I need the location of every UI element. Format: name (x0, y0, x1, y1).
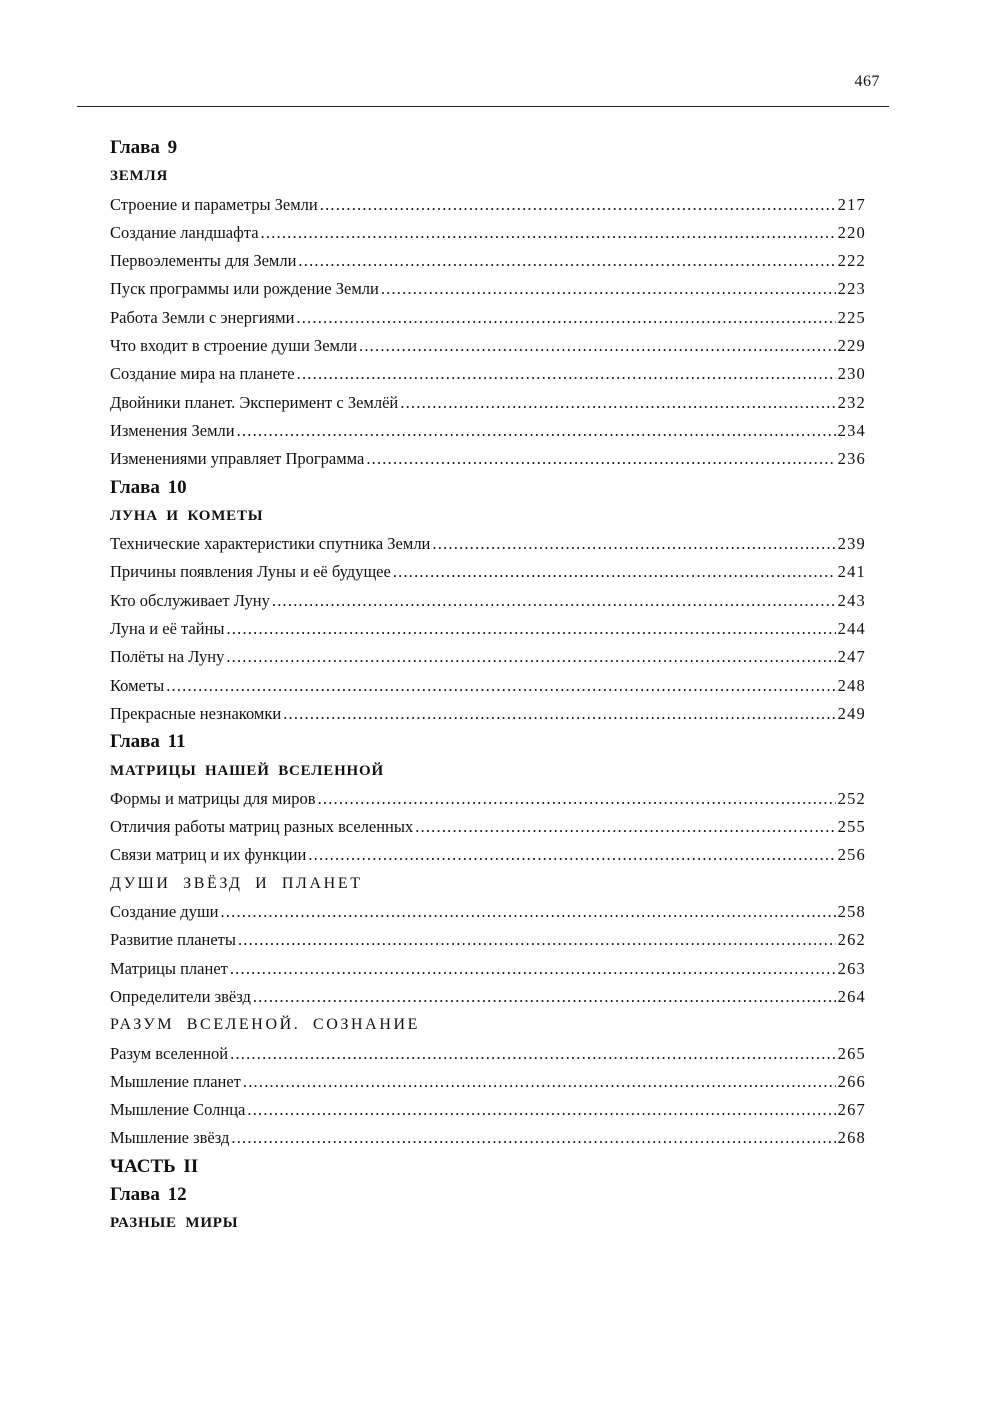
dot-leader (237, 417, 836, 445)
toc-entry-title: Формы и матрицы для миров (110, 788, 316, 808)
toc-entry-page: 243 (837, 590, 866, 610)
toc-entry-title: Создание души (110, 902, 219, 922)
toc-entry (110, 332, 866, 360)
dot-leader (227, 615, 836, 643)
toc-entry-page: 255 (837, 817, 866, 837)
toc-entry-title: Отличия работы матриц разных вселенных (110, 817, 414, 837)
chapter-heading: Глава 12 (110, 1183, 187, 1205)
toc-entry (110, 615, 866, 643)
toc-entry-page: 265 (837, 1043, 866, 1063)
toc-entry-title: Разум вселенной (110, 1043, 229, 1063)
toc-entry-page: 232 (837, 392, 866, 412)
toc-entry-title: Первоэлементы для Земли (110, 251, 297, 271)
toc-entry (110, 558, 866, 586)
toc-entry (110, 672, 866, 700)
toc-entry-title: Кто обслуживает Луну (110, 590, 270, 610)
toc-entry-page: 256 (837, 845, 866, 865)
dot-leader (238, 926, 836, 954)
toc-entry-page: 258 (837, 902, 866, 922)
toc-entry (110, 304, 866, 332)
toc-entry (110, 841, 866, 869)
dot-leader (261, 219, 836, 247)
toc-entry (110, 1040, 866, 1068)
section-heading: ЗЕМЛЯ (110, 168, 169, 185)
toc-entry-title: Создание ландшафта (110, 222, 259, 242)
toc-entry-page: 222 (837, 251, 866, 271)
toc-entry (110, 445, 866, 473)
toc-entry (110, 983, 866, 1011)
toc-entry-page: 247 (837, 647, 866, 667)
toc-entry (110, 360, 866, 388)
toc-entry (110, 247, 866, 275)
toc-entry-page: 248 (837, 675, 866, 695)
toc-entry-page: 268 (837, 1128, 866, 1148)
toc-entry-page: 262 (837, 930, 866, 950)
toc-entry (110, 955, 866, 983)
toc-entry-page: 252 (837, 788, 866, 808)
toc-entry-title: Определители звёзд (110, 986, 251, 1006)
dot-leader (308, 841, 835, 869)
dot-leader (297, 360, 836, 388)
toc-entry-title: Что входит в строение души Земли (110, 336, 358, 356)
dot-leader (296, 304, 835, 332)
toc-entry (110, 813, 866, 841)
toc-entry-page: 234 (837, 420, 866, 440)
dot-leader (226, 643, 835, 671)
toc-entry-title: Изменения Земли (110, 420, 235, 440)
toc-entry (110, 926, 866, 954)
toc-entry (110, 1124, 866, 1152)
toc-entry (110, 1096, 866, 1124)
toc-entry-page: 263 (837, 958, 866, 978)
dot-leader (320, 191, 836, 219)
toc-entry-title: Двойники планет. Эксперимент с Землёй (110, 392, 399, 412)
section-heading: МАТРИЦЫ НАШЕЙ ВСЕЛЕННОЙ (110, 762, 384, 779)
toc-entry (110, 587, 866, 615)
dot-leader (247, 1096, 835, 1124)
dot-leader (298, 247, 835, 275)
toc-entry-title: Технические характеристики спутника Земли (110, 534, 431, 554)
toc-entry-page: 264 (837, 986, 866, 1006)
dot-leader (272, 587, 836, 615)
dot-leader (253, 983, 836, 1011)
dot-leader (415, 813, 835, 841)
dot-leader (166, 672, 835, 700)
dot-leader (230, 955, 836, 983)
dot-leader (393, 558, 836, 586)
toc-entry-page: 230 (837, 364, 866, 384)
toc-entry-title: Изменениями управляет Программа (110, 449, 365, 469)
toc-entry-title: Луна и её тайны (110, 619, 225, 639)
dot-leader (359, 332, 836, 360)
section-heading: ЛУНА И КОМЕТЫ (110, 507, 264, 524)
toc-entry-title: Пуск программы или рождение Земли (110, 279, 379, 299)
dot-leader (230, 1040, 836, 1068)
toc-entry-title: Развитие планеты (110, 930, 236, 950)
toc-entry-page: 249 (837, 703, 866, 723)
dot-leader (231, 1124, 835, 1152)
toc-entry (110, 785, 866, 813)
page-number: 467 (854, 73, 880, 90)
section-heading: РАЗНЫЕ МИРЫ (110, 1215, 239, 1232)
toc-entry-page: 241 (837, 562, 866, 582)
toc-entry-title: Причины появления Луны и её будущее (110, 562, 391, 582)
toc-entry (110, 275, 866, 303)
toc-entry-title: Строение и параметры Земли (110, 194, 318, 214)
toc-entry (110, 417, 866, 445)
toc-entry (110, 700, 866, 728)
dot-leader (243, 1068, 836, 1096)
toc-entry-page: 266 (837, 1071, 866, 1091)
toc-entry-page: 223 (837, 279, 866, 299)
dot-leader (366, 445, 835, 473)
toc-entry (110, 898, 866, 926)
toc-entry-page: 225 (837, 307, 866, 327)
dot-leader (283, 700, 835, 728)
chapter-heading: Глава 9 (110, 137, 178, 158)
toc-entry-title: Мышление Солнца (110, 1100, 246, 1120)
toc-entry-title: Мышление звёзд (110, 1128, 230, 1148)
toc-entry-title: Работа Земли с энергиями (110, 307, 295, 327)
toc-entry-title: Мышление планет (110, 1071, 241, 1091)
toc-entry (110, 1068, 866, 1096)
toc-entry (110, 219, 866, 247)
chapter-heading: Глава 11 (110, 731, 186, 753)
dot-leader (381, 275, 836, 303)
toc-entry-title: Кометы (110, 675, 165, 695)
toc-entry-page: 239 (837, 534, 866, 554)
toc-entry-title: Связи матриц и их функции (110, 845, 307, 865)
header-rule (77, 106, 889, 107)
toc-entry-page: 236 (837, 449, 866, 469)
toc-entry-title: Создание мира на планете (110, 364, 295, 384)
section-heading: ДУШИ ЗВЁЗД И ПЛАНЕТ (110, 874, 363, 892)
toc-entry-title: Полёты на Луну (110, 647, 225, 667)
dot-leader (220, 898, 835, 926)
toc-entry (110, 530, 866, 558)
table-of-contents (110, 134, 866, 1238)
dot-leader (400, 389, 835, 417)
section-heading: РАЗУМ ВСЕЛЕНОЙ. СОЗНАНИЕ (110, 1016, 421, 1034)
toc-entry-page: 229 (837, 336, 866, 356)
toc-entry-page: 244 (837, 619, 866, 639)
chapter-heading: ЧАСТЬ II (110, 1155, 199, 1177)
toc-entry (110, 191, 866, 219)
toc-entry-title: Прекрасные незнакомки (110, 703, 282, 723)
toc-entry-title: Матрицы планет (110, 958, 228, 978)
toc-entry-page: 220 (837, 222, 866, 242)
toc-entry (110, 389, 866, 417)
dot-leader (318, 785, 836, 813)
toc-entry-page: 267 (837, 1100, 866, 1120)
toc-entry (110, 643, 866, 671)
dot-leader (432, 530, 835, 558)
toc-entry-page: 217 (837, 194, 866, 214)
chapter-heading: Глава 10 (110, 476, 187, 498)
